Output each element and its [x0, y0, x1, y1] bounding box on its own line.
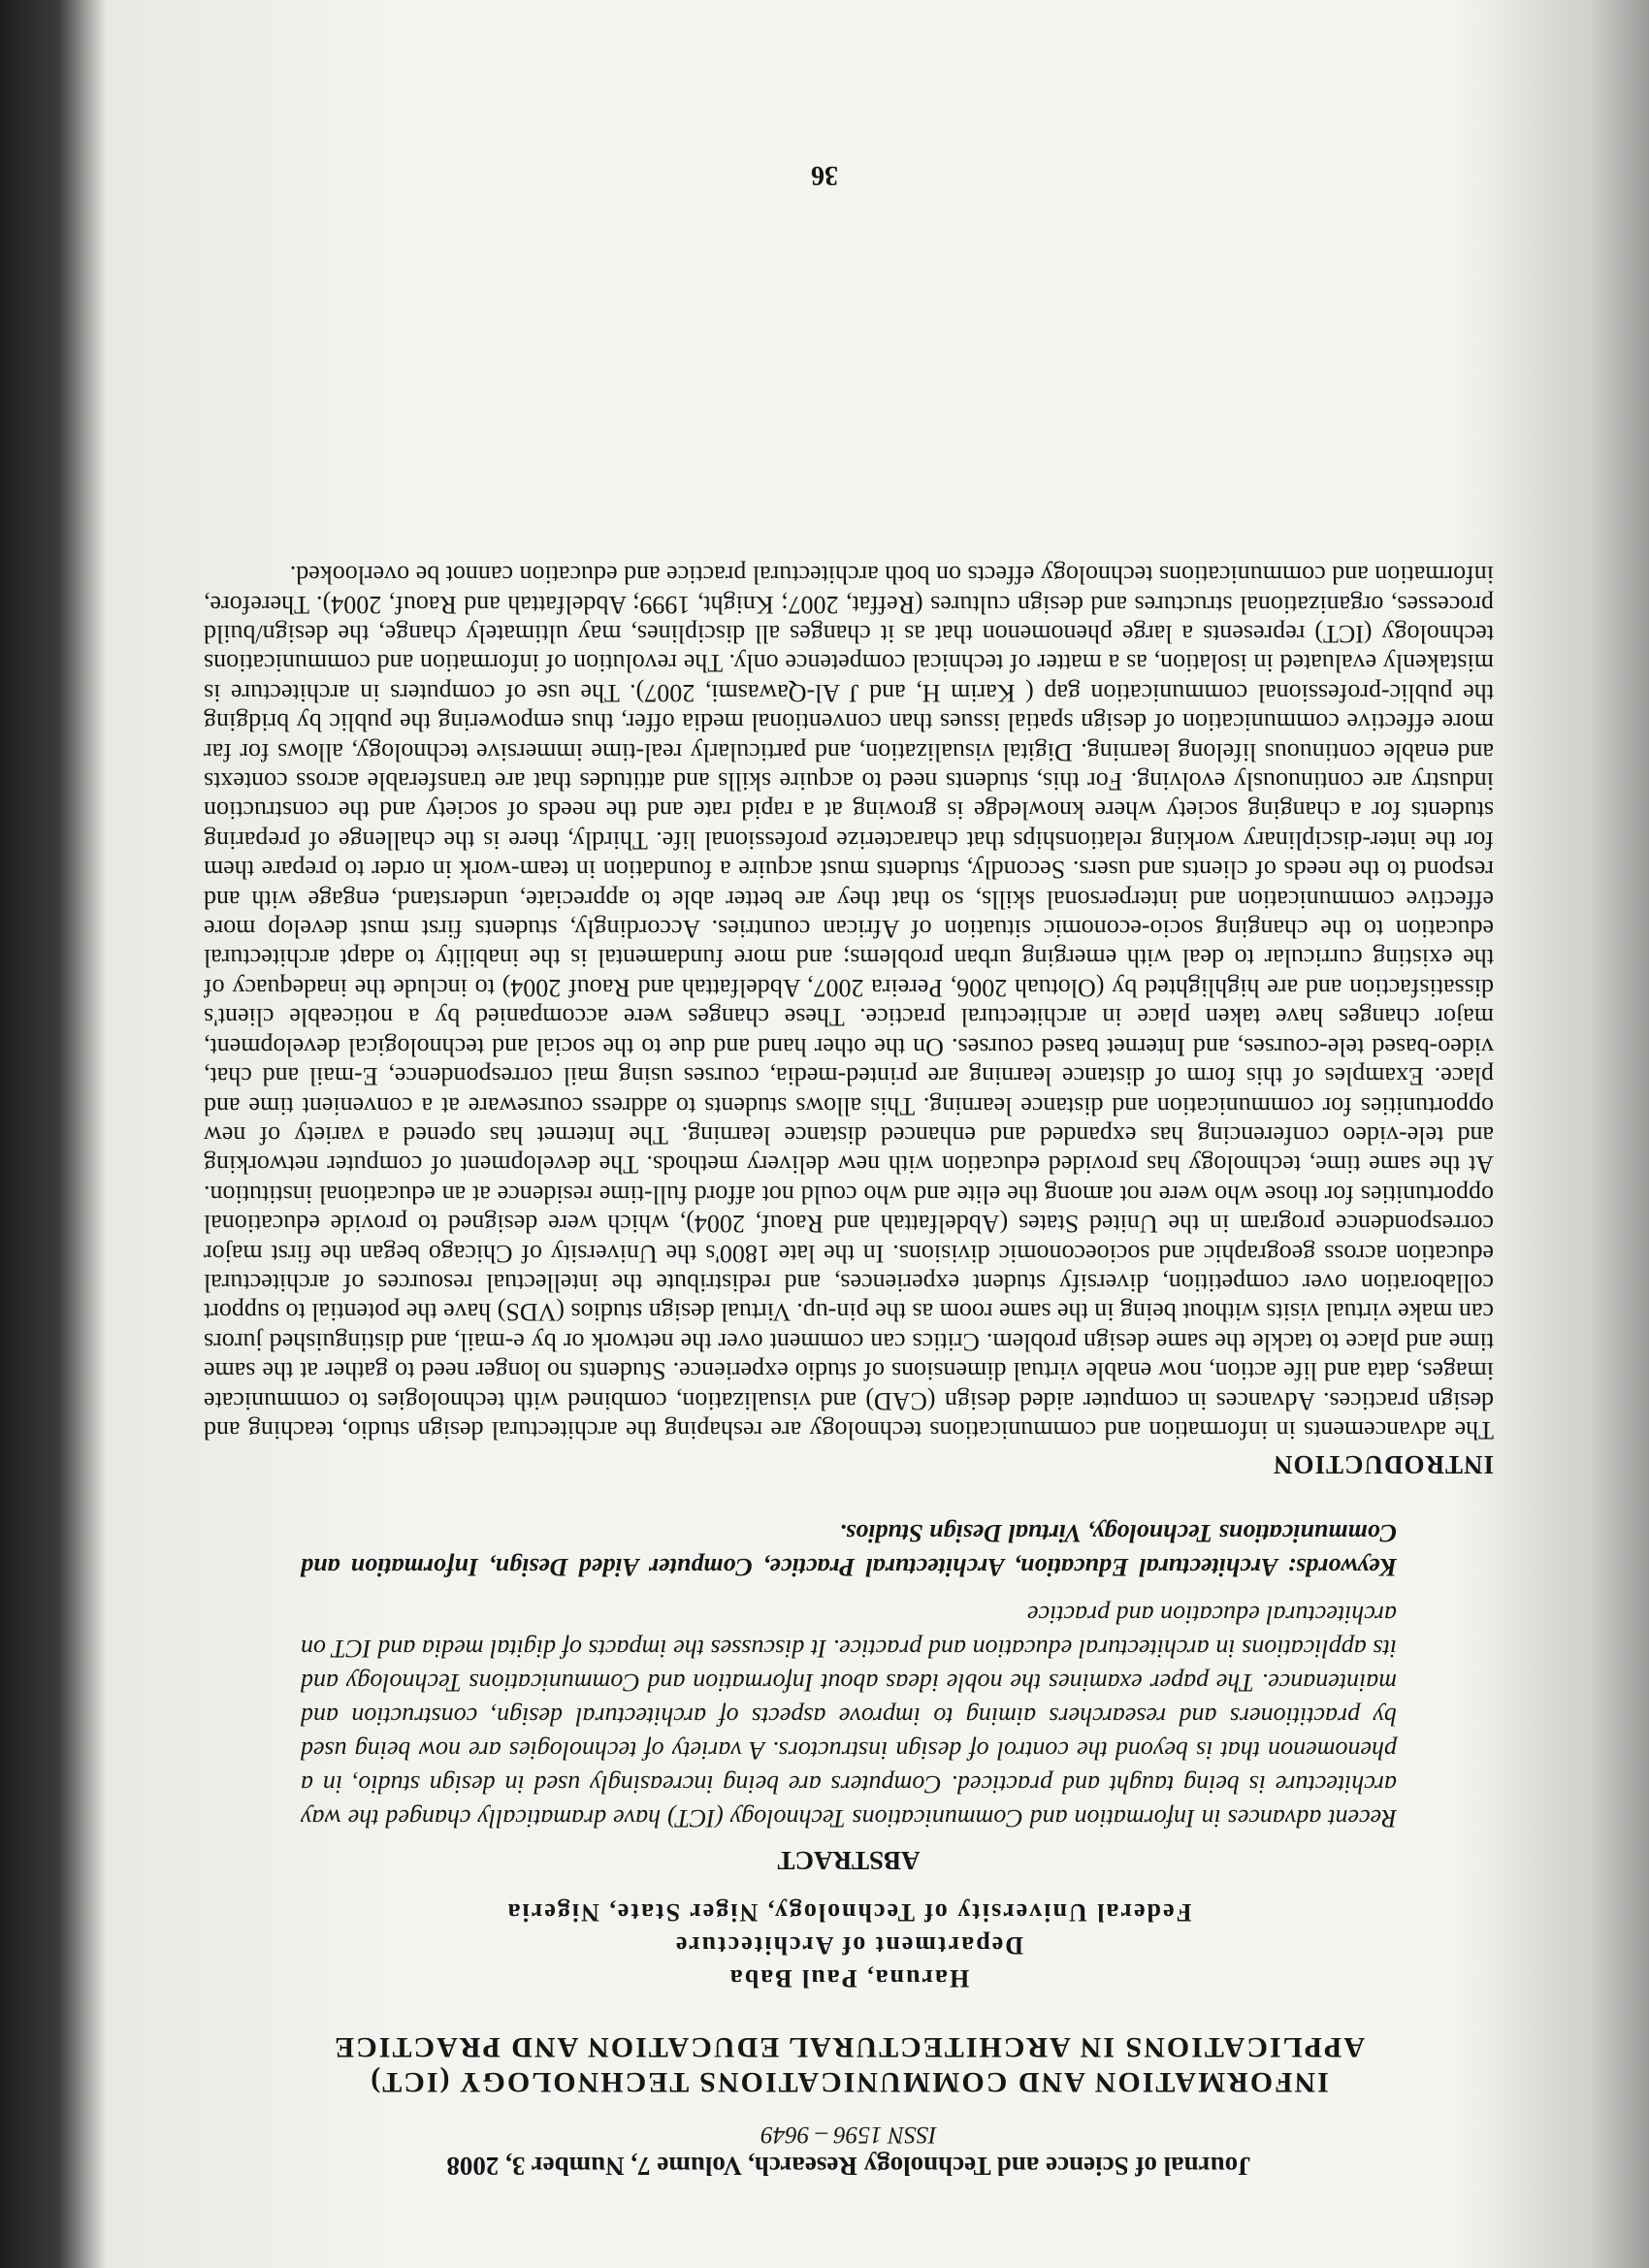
paper-title: INFORMATION AND COMMUNICATIONS TECHNOLOGY (ICT) APPLICATIONS IN ARCHITECTURAL EDUCATION AND PRACTICE [333, 2031, 1365, 2098]
author-department: Department of Architecture [673, 1931, 1024, 1960]
issn-line: ISSN 1596 – 9649 [760, 2122, 937, 2148]
introduction-heading: INTRODUCTION [1272, 1450, 1494, 1479]
abstract-heading: ABSTRACT [777, 1846, 921, 1875]
page-content [204, 560, 1494, 2183]
journal-header: Journal of Science and Technology Research, Volume 7, Number 3, 2008 [446, 2152, 1251, 2181]
keywords: Keywords: Architectural Education, Architectural Practice, Computer Aided Design, Information and Communications Technology, Virtual Design Studios. [301, 1519, 1397, 1581]
introduction-text: The advancements in information and communications technology are reshaping the architectural design studio, teaching and design practices. Advances in computer aided design (CAD) and visualization, combined with technologies to communicate images, data and life action, now enable virtual dimensions of studio experience. Students no longer need to gather at the same time and place to tackle the same design problem. Critics can comment over the network or by e-mail, and distinguished jurors can make virtual visits without being in the same room as the pin-up. Virtual design studios (VDS) have the potential to support collaboration over competition, diversify student experiences, and redistribute the intellectual resources of architectural education across geographic and socioeconomic divisions. In the late 1800's the University of Chicago began the first major correspondence program in the United States (Abdelfattah and Raouf, 2004), which were designed to provide educational opportunities for those who were not among the elite and who could not afford full-time residence at an educational institution. At the same time, technology has provided education with new delivery methods. The development of computer networking and tele-video conferencing has expanded and enhanced distance learning. The Internet has opened a variety of new opportunities for communication and distance learning. This allows students to address courseware at a convenient time and place. Examples of this form of distance learning are printed-media, courses using mail correspondence, E-mail and chat, video-based tele-courses, and Internet based courses. On the other hand and due to the social and technological development, major changes have taken place in architectural practice. These changes were accompanied by a noticeable client's dissatisfaction and are highlighted by (Olotuah 2006, Pereira 2007, Abdelfattah and Raouf 2004) to include the inadequacy of the existing curricular to deal with emerging urban problems; and more fundamental is the inability to adapt architectural education to the changing socio-economic situation of African countries. Accordingly, students first must develop more effective communication and interpersonal skills, so that they are better able to appreciate, understand, engage with and respond to the needs of clients and users. Secondly, students must acquire a foundation in team-work in order to prepare them for the inter-disciplinary working relationships that characterize professional life. Thirdly, there is the challenge of preparing students for a changing society where knowledge is growing at a rapid rate and the needs of society and the construction industry are continuously evolving. For this, students need to acquire skills and attitudes that are transferable across contexts and enable continuous lifelong learning. Digital visualization, and particularly real-time immersive technology, allows for far more effective communication of design spatial issues than conventional media offer, thus empowering the public by bridging the public-professional communication gap ( Karim H, and J Al-Qawasmi, 2007). The use of computers in architecture is mistakenly evaluated in isolation, as a matter of technical competence only. The revolution of information and communications technology (ICT) represents a large phenomenon that as it changes all disciplines, may ultimately change, the design/build processes, organizational structures and design cultures (Reffat, 2007; Knight, 1999; Abdelfattah and Raouf, 2004). Therefore, information and communications technology effects on both architectural practice and education cannot be overlooked. [204, 561, 1494, 1444]
author-university: Federal University of Technology, Niger State, Nigeria [505, 1898, 1192, 1927]
abstract-text: Recent advances in Information and Communications Technology (ICT) have dramatically changed the way architecture is being taught and practiced. Computers are being increasingly used in design studio, in a phenomenon that is beyond the control of design instructors. A variety of technologies are now being used by practitioners and researchers aiming to improve aspects of architectural design, construction and maintenance. The paper examines the noble ideas about Information and Communications Technology and its applications in architectural education and practice. It discusses the impacts of digital media and ICT on architectural education and practice [301, 1601, 1397, 1832]
author-name: Haruna, Paul Baba [728, 1964, 970, 1993]
page-number: 36 [811, 160, 838, 190]
